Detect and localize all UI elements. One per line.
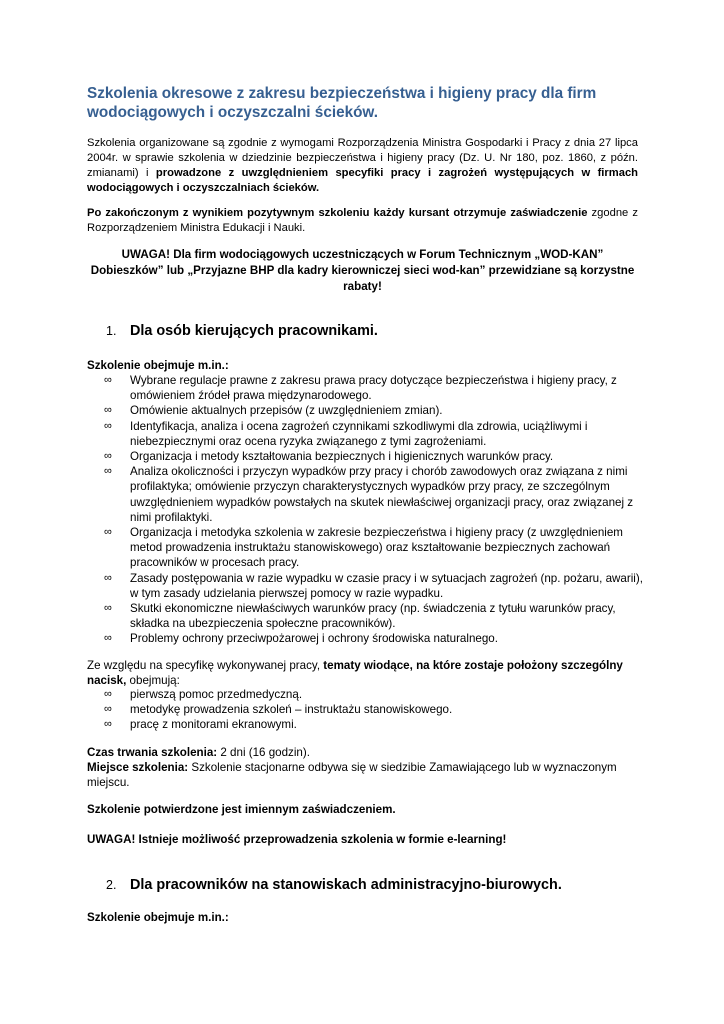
topic-item bbox=[104, 631, 644, 646]
emphasis-bold-text: tematy wiodące, na które zostaje położony szczególny nacisk, bbox=[87, 659, 623, 688]
section2-heading bbox=[106, 876, 562, 894]
place-line bbox=[87, 760, 638, 790]
duration-label: Czas trwania szkolenia: bbox=[87, 746, 218, 759]
bullet-icon: ∞ bbox=[104, 688, 112, 700]
emphasis-text: Ze względu na specyfikę wykonywanej pracy, bbox=[87, 659, 324, 672]
topic-item bbox=[104, 403, 644, 418]
bullet-icon: ∞ bbox=[104, 404, 112, 417]
bullet-icon: ∞ bbox=[104, 571, 112, 584]
certificate-bold-text: Po zakończonym z wynikiem pozytywnym szkoleniu każdy kursant otrzymuje zaświadczenie bbox=[87, 207, 588, 219]
bullet-icon: ∞ bbox=[104, 703, 112, 716]
duration-value: 2 dni (16 godzin). bbox=[217, 746, 310, 759]
confirmation-text: Szkolenie potwierdzone jest imiennym zaświadczeniem. bbox=[87, 803, 396, 816]
section1-number: 1. bbox=[106, 324, 117, 338]
certificate-paragraph bbox=[87, 206, 638, 236]
section2-heading-text: Dla pracowników na stanowiskach administracyjno-biurowych. bbox=[130, 877, 562, 893]
discount-notice: UWAGA! Dla firm wodociągowych uczestniczących w Forum Technicznym „WOD-KAN” Dobieszków” lub „Przyjazne BHP dla kadry kierowniczej sieci wod-kan” przewidziane są korzystne rabaty! bbox=[90, 248, 635, 293]
section2-number: 2. bbox=[106, 878, 117, 892]
bullet-icon: ∞ bbox=[104, 374, 112, 386]
topic-item bbox=[104, 525, 644, 571]
place-value: Szkolenie stacjonarne odbywa się w siedzibie Zamawiającego lub w wyznaczonym miejscu. bbox=[87, 761, 617, 790]
section1-topic-list bbox=[104, 373, 644, 647]
certificate-text: zgodne z Rozporządzeniem Ministra Edukacji i Nauki. bbox=[87, 207, 638, 234]
topic-item bbox=[104, 419, 644, 449]
bullet-icon: ∞ bbox=[104, 526, 112, 539]
topic-item-text: Organizacja i metody kształtowania bezpiecznych i higienicznych warunków pracy. bbox=[130, 450, 554, 464]
bullet-icon: ∞ bbox=[104, 718, 112, 731]
section1-scope-label: Szkolenie obejmuje m.in.: bbox=[87, 359, 229, 372]
topic-item bbox=[104, 571, 644, 601]
topic-item-text: Analiza okoliczności i przyczyn wypadków przy pracy i chorób zawodowych oraz związana z nimi profilaktyka; omówienie przyczyn charakterystycznych wypadków przy pracy, ze szczególnym uwzględnieniem wypadków powstałych na skutek niewłaściwej organizacji pracy, oraz związanej z nimi profilaktyki. bbox=[130, 465, 634, 524]
topic-item bbox=[104, 601, 644, 631]
intro-text: Szkolenia organizowane są zgodnie z wymogami Rozporządzenia Ministra Gospodarki i Pracy z dnia 27 lipca 2004r. w sprawie szkolenia w dziedzinie bezpieczeństwa i higieny pracy (Dz. U. Nr 180, poz. 1860, z późn. zmianami) i bbox=[87, 137, 638, 179]
document-title: Szkolenia okresowe z zakresu bezpieczeństwa i higieny pracy dla firm wodociągowych i oczyszczalni ścieków. bbox=[87, 85, 597, 121]
emphasis-item-text: pierwszą pomoc przedmedyczną. bbox=[130, 688, 303, 701]
bullet-icon: ∞ bbox=[104, 632, 112, 645]
emphasis-item bbox=[104, 702, 644, 717]
emphasis-item-text: metodykę prowadzenia szkoleń – instruktażu stanowiskowego. bbox=[130, 703, 453, 717]
topic-item bbox=[104, 373, 644, 403]
topic-item-text: Problemy ochrony przeciwpożarowej i ochrony środowiska naturalnego. bbox=[130, 632, 498, 646]
topic-item-text: Omówienie aktualnych przepisów (z uwzględnieniem zmian). bbox=[130, 404, 443, 418]
emphasis-item bbox=[104, 717, 644, 732]
bullet-icon: ∞ bbox=[104, 419, 112, 432]
emphasis-item bbox=[104, 687, 644, 702]
topic-item-text: Organizacja i metodyka szkolenia w zakresie bezpieczeństwa i higieny pracy (z uwzględnieniem metod prowadzenia instruktażu stanowiskowego) oraz kształtowanie bezpiecznych zachowań pracowników w procesach pracy. bbox=[130, 526, 623, 570]
duration-line bbox=[87, 745, 638, 760]
intro-paragraph bbox=[87, 136, 638, 196]
topic-item bbox=[104, 449, 644, 464]
bullet-icon: ∞ bbox=[104, 602, 112, 615]
bullet-icon: ∞ bbox=[104, 465, 112, 478]
topic-item-text: Skutki ekonomiczne niewłaściwych warunków pracy (np. świadczenia z tytułu warunków pracy, składka na ubezpieczenia społeczne pracowników). bbox=[130, 602, 616, 631]
intro-bold-text: prowadzone z uwzględnieniem specyfiki pracy i zagrożeń występujących w firmach wodociągowych i oczyszczalniach ścieków. bbox=[87, 167, 638, 194]
topic-item bbox=[104, 464, 644, 525]
topic-item-text: Zasady postępowania w razie wypadku w czasie pracy i w sytuacjach zagrożeń (np. pożaru, awarii), w tym zasady udzielania pierwszej pomocy w razie wypadku. bbox=[130, 571, 643, 600]
section2-scope-label: Szkolenie obejmuje m.in.: bbox=[87, 911, 229, 924]
topic-item-text: Wybrane regulacje prawne z zakresu prawa pracy dotyczące bezpieczeństwa i higieny pracy, z omówieniem źródeł prawa międzynarodowego. bbox=[130, 374, 617, 403]
section1-heading bbox=[106, 322, 378, 340]
section1-emphasis-list bbox=[104, 687, 644, 733]
section1-emphasis-paragraph bbox=[87, 658, 638, 688]
section1-heading-text: Dla osób kierujących pracownikami. bbox=[130, 323, 378, 339]
bullet-icon: ∞ bbox=[104, 450, 112, 463]
elearning-notice: UWAGA! Istnieje możliwość przeprowadzenia szkolenia w formie e-learning! bbox=[87, 833, 507, 846]
place-label: Miejsce szkolenia: bbox=[87, 761, 189, 774]
topic-item-text: Identyfikacja, analiza i ocena zagrożeń czynnikami szkodliwymi dla zdrowia, uciążliwymi i niebezpiecznymi oraz ocena ryzyka związanego z tymi zagrożeniami. bbox=[130, 419, 588, 448]
emphasis-item-text: pracę z monitorami ekranowymi. bbox=[130, 718, 297, 732]
emphasis-tail-text: obejmują: bbox=[126, 674, 180, 688]
